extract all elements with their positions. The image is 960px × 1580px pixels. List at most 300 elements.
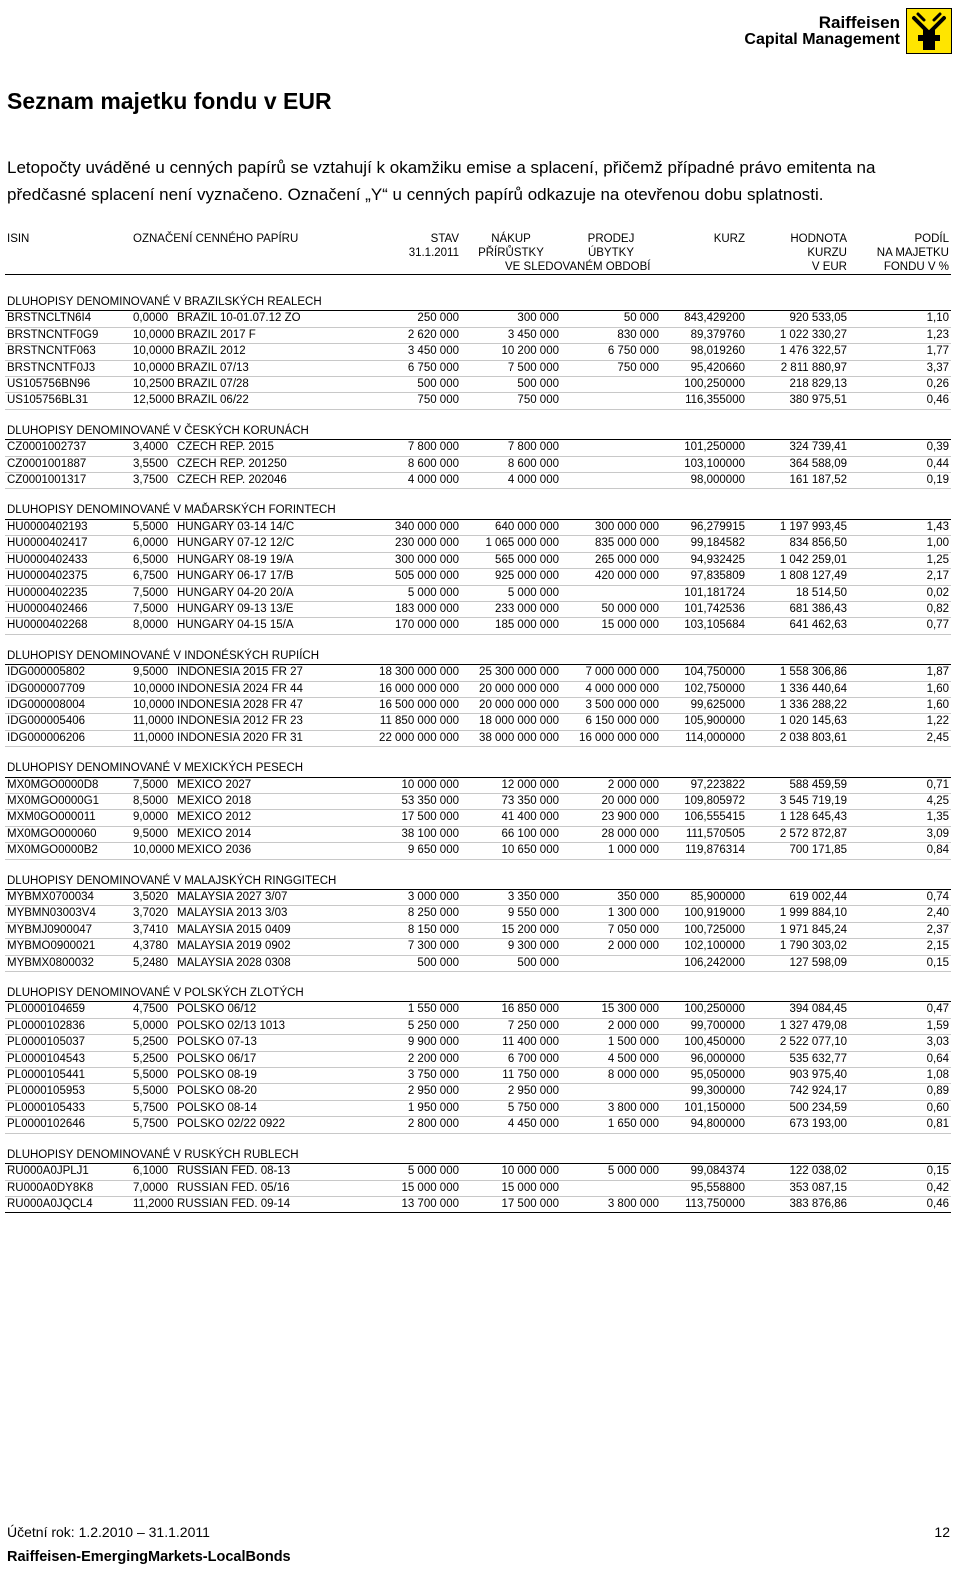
table-cell: 830 000: [561, 327, 661, 343]
table-cell: 2,40: [849, 906, 951, 922]
table-cell: RUSSIAN FED. 09-14: [175, 1196, 345, 1212]
table-cell: 2 000 000: [561, 1018, 661, 1034]
table-cell: 11,2000: [131, 1196, 175, 1212]
table-cell: 23 900 000: [561, 810, 661, 826]
table-cell: 9,5000: [131, 665, 175, 681]
table-cell: 2 522 077,10: [747, 1035, 849, 1051]
table-cell: BRSTNCLTN6I4: [5, 311, 131, 327]
table-cell: 1 476 322,57: [747, 344, 849, 360]
table-cell: CZ0001002737: [5, 440, 131, 456]
table-cell: [561, 456, 661, 472]
table-cell: MEXICO 2027: [175, 777, 345, 793]
table-cell: BRAZIL 07/13: [175, 360, 345, 376]
table-cell: 3 450 000: [461, 327, 561, 343]
table-cell: 1 327 479,08: [747, 1018, 849, 1034]
table-row: [5, 665, 951, 681]
table-cell: CZECH REP. 201250: [175, 456, 345, 472]
table-cell: 750 000: [561, 360, 661, 376]
table-cell: 0,26: [849, 377, 951, 393]
table-cell: 5,2480: [131, 955, 175, 971]
table-cell: 0,02: [849, 585, 951, 601]
table-cell: INDONESIA 2024 FR 44: [175, 681, 345, 697]
table-cell: 9 900 000: [345, 1035, 461, 1051]
table-row: [5, 1068, 951, 1084]
table-cell: 1,23: [849, 327, 951, 343]
table-cell: 11 400 000: [461, 1035, 561, 1051]
table-cell: HU0000402375: [5, 569, 131, 585]
table-cell: 0,60: [849, 1100, 951, 1116]
table-cell: POLSKO 07-13: [175, 1035, 345, 1051]
section-title: DLUHOPISY DENOMINOVANÉ V BRAZILSKÝCH REALECH: [5, 275, 951, 311]
table-cell: BRSTNCNTF0J3: [5, 360, 131, 376]
table-cell: BRSTNCNTF063: [5, 344, 131, 360]
table-row: [5, 1196, 951, 1212]
table-cell: HUNGARY 09-13 13/E: [175, 601, 345, 617]
table-cell: 17 500 000: [461, 1196, 561, 1212]
table-cell: 300 000: [461, 311, 561, 327]
table-cell: PL0000104543: [5, 1051, 131, 1067]
section-header: [5, 409, 951, 439]
table-cell: 364 588,09: [747, 456, 849, 472]
table-cell: 681 386,43: [747, 601, 849, 617]
table-cell: BRAZIL 06/22: [175, 393, 345, 409]
table-cell: 9 650 000: [345, 843, 461, 859]
table-cell: 22 000 000 000: [345, 730, 461, 746]
table-cell: 9 300 000: [461, 939, 561, 955]
table-row: [5, 777, 951, 793]
table-cell: 3,7410: [131, 922, 175, 938]
table-cell: 11 750 000: [461, 1068, 561, 1084]
table-cell: 6,0000: [131, 536, 175, 552]
table-cell: MX0MGO0000G1: [5, 793, 131, 809]
table-cell: IDG000007709: [5, 681, 131, 697]
table-cell: RUSSIAN FED. 08-13: [175, 1164, 345, 1180]
table-cell: 2,17: [849, 569, 951, 585]
table-row: [5, 810, 951, 826]
table-cell: 16 850 000: [461, 1002, 561, 1018]
table-cell: 6 750 000: [561, 344, 661, 360]
section-title: DLUHOPISY DENOMINOVANÉ V MALAJSKÝCH RINGGITECH: [5, 859, 951, 889]
section-header: [5, 972, 951, 1002]
col-hodnota: HODNOTA KURZU V EUR: [747, 232, 849, 275]
table-cell: BRSTNCNTF0G9: [5, 327, 131, 343]
table-cell: 3,7020: [131, 906, 175, 922]
table-cell: 2,37: [849, 922, 951, 938]
table-cell: MEXICO 2018: [175, 793, 345, 809]
table-cell: 10,0000: [131, 344, 175, 360]
table-cell: 7 800 000: [461, 440, 561, 456]
table-cell: 565 000 000: [461, 552, 561, 568]
table-cell: MYBMX0800032: [5, 955, 131, 971]
footer-row: [7, 1524, 950, 1540]
table-cell: 7 500 000: [461, 360, 561, 376]
section-header: [5, 859, 951, 889]
table-cell: 9,0000: [131, 810, 175, 826]
table-row: [5, 826, 951, 842]
table-cell: 20 000 000 000: [461, 697, 561, 713]
table-cell: 673 193,00: [747, 1117, 849, 1133]
table-cell: 2 811 880,97: [747, 360, 849, 376]
table-cell: PL0000102836: [5, 1018, 131, 1034]
section-header: [5, 747, 951, 777]
table-cell: 3 450 000: [345, 344, 461, 360]
table-cell: 1,10: [849, 311, 951, 327]
table-cell: 18 300 000 000: [345, 665, 461, 681]
table-cell: HU0000402466: [5, 601, 131, 617]
table-cell: 4,7500: [131, 1002, 175, 1018]
table-cell: 10 200 000: [461, 344, 561, 360]
section-title: DLUHOPISY DENOMINOVANÉ V ČESKÝCH KORUNÁCH: [5, 409, 951, 439]
table-cell: 103,105684: [661, 618, 747, 634]
table-cell: 2 038 803,61: [747, 730, 849, 746]
table-cell: 1 999 884,10: [747, 906, 849, 922]
table-cell: 3,4000: [131, 440, 175, 456]
table-row: [5, 890, 951, 906]
table-cell: 185 000 000: [461, 618, 561, 634]
table-cell: 3 750 000: [345, 1068, 461, 1084]
table-cell: 925 000 000: [461, 569, 561, 585]
table-cell: 119,876314: [661, 843, 747, 859]
table-cell: 8,5000: [131, 793, 175, 809]
table-cell: 100,725000: [661, 922, 747, 938]
table-cell: 100,919000: [661, 906, 747, 922]
table-cell: 38 100 000: [345, 826, 461, 842]
table-cell: 1 128 645,43: [747, 810, 849, 826]
col-stav: STAV 31.1.2011: [345, 232, 461, 275]
table-cell: 1 971 845,24: [747, 922, 849, 938]
table-cell: 10,0000: [131, 697, 175, 713]
table-cell: 103,100000: [661, 456, 747, 472]
table-cell: 4 000 000 000: [561, 681, 661, 697]
table-cell: 96,000000: [661, 1051, 747, 1067]
table-cell: 380 975,51: [747, 393, 849, 409]
table-cell: MX0MGO0000D8: [5, 777, 131, 793]
table-cell: 38 000 000 000: [461, 730, 561, 746]
table-cell: 2 200 000: [345, 1051, 461, 1067]
table-cell: 8 000 000: [561, 1068, 661, 1084]
table-cell: PL0000105037: [5, 1035, 131, 1051]
table-cell: 50 000 000: [561, 601, 661, 617]
table-row: [5, 327, 951, 343]
table-cell: 8 250 000: [345, 906, 461, 922]
table-cell: 1 790 303,02: [747, 939, 849, 955]
table-row: [5, 519, 951, 535]
table-cell: 95,558800: [661, 1180, 747, 1196]
table-row: [5, 1100, 951, 1116]
col-nakup: NÁKUP PŘÍRŮSTKY VE SLEDOVANÉM OBDOBÍ: [461, 232, 561, 275]
table-cell: 1,59: [849, 1018, 951, 1034]
table-row: [5, 536, 951, 552]
table-cell: IDG000006206: [5, 730, 131, 746]
table-row: [5, 955, 951, 971]
table-cell: 127 598,09: [747, 955, 849, 971]
table-cell: 505 000 000: [345, 569, 461, 585]
table-cell: 28 000 000: [561, 826, 661, 842]
table-cell: IDG000008004: [5, 697, 131, 713]
table-cell: INDONESIA 2028 FR 47: [175, 697, 345, 713]
table-cell: 0,15: [849, 955, 951, 971]
table-cell: 5 000 000: [345, 585, 461, 601]
table-cell: 5,2500: [131, 1035, 175, 1051]
table-cell: 0,89: [849, 1084, 951, 1100]
table-cell: 10 000 000: [461, 1164, 561, 1180]
section-title: DLUHOPISY DENOMINOVANÉ V POLSKÝCH ZLOTÝCH: [5, 972, 951, 1002]
table-cell: 6 150 000 000: [561, 714, 661, 730]
table-cell: 5,7500: [131, 1100, 175, 1116]
table-cell: 53 350 000: [345, 793, 461, 809]
table-row: [5, 906, 951, 922]
table-cell: 0,39: [849, 440, 951, 456]
table-cell: CZ0001001887: [5, 456, 131, 472]
table-row: [5, 585, 951, 601]
table-cell: RU000A0JQCL4: [5, 1196, 131, 1212]
table-row: [5, 1018, 951, 1034]
table-cell: 834 856,50: [747, 536, 849, 552]
table-cell: 7 300 000: [345, 939, 461, 955]
table-cell: 0,84: [849, 843, 951, 859]
table-cell: 324 739,41: [747, 440, 849, 456]
table-cell: HU0000402235: [5, 585, 131, 601]
table-cell: 15 200 000: [461, 922, 561, 938]
table-cell: 0,71: [849, 777, 951, 793]
table-cell: 2 950 000: [345, 1084, 461, 1100]
table-cell: 4 000 000: [461, 473, 561, 489]
table-cell: RU000A0DY8K8: [5, 1180, 131, 1196]
table-cell: [561, 377, 661, 393]
table-cell: HU0000402193: [5, 519, 131, 535]
table-cell: 8 600 000: [461, 456, 561, 472]
table-cell: [561, 585, 661, 601]
table-cell: 5,5000: [131, 1068, 175, 1084]
table-cell: 15 300 000: [561, 1002, 661, 1018]
table-cell: BRAZIL 2017 F: [175, 327, 345, 343]
section-title: DLUHOPISY DENOMINOVANÉ V INDONÉSKÝCH RUPIÍCH: [5, 634, 951, 664]
table-cell: 170 000 000: [345, 618, 461, 634]
table-cell: 500 000: [461, 377, 561, 393]
table-cell: 500 000: [345, 377, 461, 393]
table-cell: MXM0GO000011: [5, 810, 131, 826]
table-cell: MALAYSIA 2028 0308: [175, 955, 345, 971]
table-cell: 3,5500: [131, 456, 175, 472]
table-cell: 11,0000: [131, 714, 175, 730]
intro-paragraph: Letopočty uváděné u cenných papírů se vztahují k okamžiku emise a splacení, přičemž případné právo emitenta na předčasné splacení není vyznačeno. Označení „Y“ u cenných papírů odkazuje na otevřenou dobu splatnosti.: [7, 158, 876, 204]
table-cell: 3,7500: [131, 473, 175, 489]
table-cell: HUNGARY 04-15 15/A: [175, 618, 345, 634]
table-cell: MYBMX0700034: [5, 890, 131, 906]
table-cell: 7,5000: [131, 601, 175, 617]
table-cell: 1,35: [849, 810, 951, 826]
table-cell: 100,250000: [661, 377, 747, 393]
table-cell: 750 000: [345, 393, 461, 409]
table-cell: MYBMJ0900047: [5, 922, 131, 938]
table-row: [5, 344, 951, 360]
table-cell: 102,100000: [661, 939, 747, 955]
table-cell: 41 400 000: [461, 810, 561, 826]
table-cell: 85,900000: [661, 890, 747, 906]
table-cell: PL0000105441: [5, 1068, 131, 1084]
table-cell: 99,625000: [661, 697, 747, 713]
table-cell: 300 000 000: [561, 519, 661, 535]
table-cell: 1 300 000: [561, 906, 661, 922]
table-cell: 17 500 000: [345, 810, 461, 826]
table-cell: INDONESIA 2015 FR 27: [175, 665, 345, 681]
table-cell: MALAYSIA 2015 0409: [175, 922, 345, 938]
table-row: [5, 939, 951, 955]
table-cell: HUNGARY 07-12 12/C: [175, 536, 345, 552]
table-row: [5, 440, 951, 456]
table-row: [5, 793, 951, 809]
table-cell: 0,82: [849, 601, 951, 617]
table-cell: 1 650 000: [561, 1117, 661, 1133]
table-cell: 5,2500: [131, 1051, 175, 1067]
table-cell: 0,0000: [131, 311, 175, 327]
table-cell: 99,084374: [661, 1164, 747, 1180]
table-cell: 99,300000: [661, 1084, 747, 1100]
table-cell: 0,46: [849, 393, 951, 409]
table-cell: 750 000: [461, 393, 561, 409]
table-cell: 10,0000: [131, 681, 175, 697]
table-cell: 18 000 000 000: [461, 714, 561, 730]
table-cell: 8 150 000: [345, 922, 461, 938]
table-cell: 4 000 000: [345, 473, 461, 489]
table-row: [5, 1035, 951, 1051]
section-title: DLUHOPISY DENOMINOVANÉ V MAĎARSKÝCH FORINTECH: [5, 489, 951, 519]
table-cell: 95,420660: [661, 360, 747, 376]
table-cell: 94,800000: [661, 1117, 747, 1133]
table-cell: 5,0000: [131, 1018, 175, 1034]
table-cell: 3 350 000: [461, 890, 561, 906]
table-cell: 2,45: [849, 730, 951, 746]
table-cell: 15 000 000: [461, 1180, 561, 1196]
table-cell: 3,5020: [131, 890, 175, 906]
table-cell: 500 000: [345, 955, 461, 971]
table-cell: [561, 1180, 661, 1196]
table-cell: 13 700 000: [345, 1196, 461, 1212]
table-cell: 100,450000: [661, 1035, 747, 1051]
table-cell: MEXICO 2012: [175, 810, 345, 826]
table-row: [5, 601, 951, 617]
table-cell: 1 550 000: [345, 1002, 461, 1018]
table-cell: 1,22: [849, 714, 951, 730]
table-cell: 10,0000: [131, 843, 175, 859]
table-cell: 116,355000: [661, 393, 747, 409]
table-cell: 99,184582: [661, 536, 747, 552]
table-cell: 0,46: [849, 1196, 951, 1212]
table-cell: 843,429200: [661, 311, 747, 327]
table-cell: 161 187,52: [747, 473, 849, 489]
table-cell: 835 000 000: [561, 536, 661, 552]
table-cell: 104,750000: [661, 665, 747, 681]
table-cell: CZECH REP. 202046: [175, 473, 345, 489]
table-cell: 4 450 000: [461, 1117, 561, 1133]
table-cell: 1,25: [849, 552, 951, 568]
fund-name: Raiffeisen-EmergingMarkets-LocalBonds: [7, 1549, 291, 1565]
table-cell: 700 171,85: [747, 843, 849, 859]
table-cell: 0,77: [849, 618, 951, 634]
logo-line1: Raiffeisen: [818, 13, 900, 32]
table-row: [5, 922, 951, 938]
col-podil: PODÍL NA MAJETKU FONDU V %: [849, 232, 951, 275]
table-cell: 0,44: [849, 456, 951, 472]
table-cell: [561, 393, 661, 409]
table-cell: 1,00: [849, 536, 951, 552]
table-cell: MALAYSIA 2013 3/03: [175, 906, 345, 922]
col-name: OZNAČENÍ CENNÉHO PAPÍRU: [131, 232, 345, 275]
table-cell: 640 000 000: [461, 519, 561, 535]
table-cell: 5 250 000: [345, 1018, 461, 1034]
table-cell: 1,77: [849, 344, 951, 360]
table-cell: 25 300 000 000: [461, 665, 561, 681]
table-cell: 109,805972: [661, 793, 747, 809]
table-cell: 0,64: [849, 1051, 951, 1067]
table-cell: 1,60: [849, 681, 951, 697]
table-cell: 7,5000: [131, 585, 175, 601]
table-cell: 7 800 000: [345, 440, 461, 456]
table-cell: 3 800 000: [561, 1100, 661, 1116]
table-cell: 9,5000: [131, 826, 175, 842]
table-cell: 383 876,86: [747, 1196, 849, 1212]
table-cell: 20 000 000: [561, 793, 661, 809]
table-cell: [561, 1084, 661, 1100]
table-cell: 350 000: [561, 890, 661, 906]
table-cell: 106,555415: [661, 810, 747, 826]
table-cell: 420 000 000: [561, 569, 661, 585]
table-cell: 0,74: [849, 890, 951, 906]
table-cell: 2 000 000: [561, 939, 661, 955]
table-cell: POLSKO 08-19: [175, 1068, 345, 1084]
table-cell: [561, 440, 661, 456]
table-cell: 5 000 000: [561, 1164, 661, 1180]
col-kurz: KURZ: [661, 232, 747, 275]
table-cell: [561, 955, 661, 971]
table-cell: 3 500 000 000: [561, 697, 661, 713]
table-cell: 10,0000: [131, 360, 175, 376]
table-cell: BRAZIL 10-01.07.12 ZO: [175, 311, 345, 327]
table-cell: 3,03: [849, 1035, 951, 1051]
table-cell: 7,5000: [131, 777, 175, 793]
col-isin: ISIN: [5, 232, 131, 275]
table-cell: 300 000 000: [345, 552, 461, 568]
table-cell: 0,47: [849, 1002, 951, 1018]
table-cell: 1 042 259,01: [747, 552, 849, 568]
section-title: DLUHOPISY DENOMINOVANÉ V RUSKÝCH RUBLECH: [5, 1133, 951, 1163]
table-cell: 16 000 000 000: [561, 730, 661, 746]
table-cell: 6 700 000: [461, 1051, 561, 1067]
table-cell: POLSKO 06/17: [175, 1051, 345, 1067]
table-row: [5, 1180, 951, 1196]
fiscal-year: Účetní rok: 1.2.2010 – 31.1.2011: [7, 1524, 210, 1540]
table-cell: 1 808 127,49: [747, 569, 849, 585]
table-cell: 98,019260: [661, 344, 747, 360]
table-cell: 66 100 000: [461, 826, 561, 842]
table-cell: 114,000000: [661, 730, 747, 746]
table-cell: 73 350 000: [461, 793, 561, 809]
table-cell: 2,15: [849, 939, 951, 955]
table-cell: 535 632,77: [747, 1051, 849, 1067]
table-row: [5, 843, 951, 859]
section-title: DLUHOPISY DENOMINOVANÉ V MEXICKÝCH PESECH: [5, 747, 951, 777]
table-cell: 183 000 000: [345, 601, 461, 617]
table-cell: 394 084,45: [747, 1002, 849, 1018]
table-cell: 105,900000: [661, 714, 747, 730]
table-cell: HUNGARY 03-14 14/C: [175, 519, 345, 535]
table-cell: 4,3780: [131, 939, 175, 955]
table-cell: US105756BN96: [5, 377, 131, 393]
table-row: [5, 473, 951, 489]
table-cell: 5,7500: [131, 1117, 175, 1133]
section-header: [5, 1133, 951, 1163]
table-row: [5, 697, 951, 713]
